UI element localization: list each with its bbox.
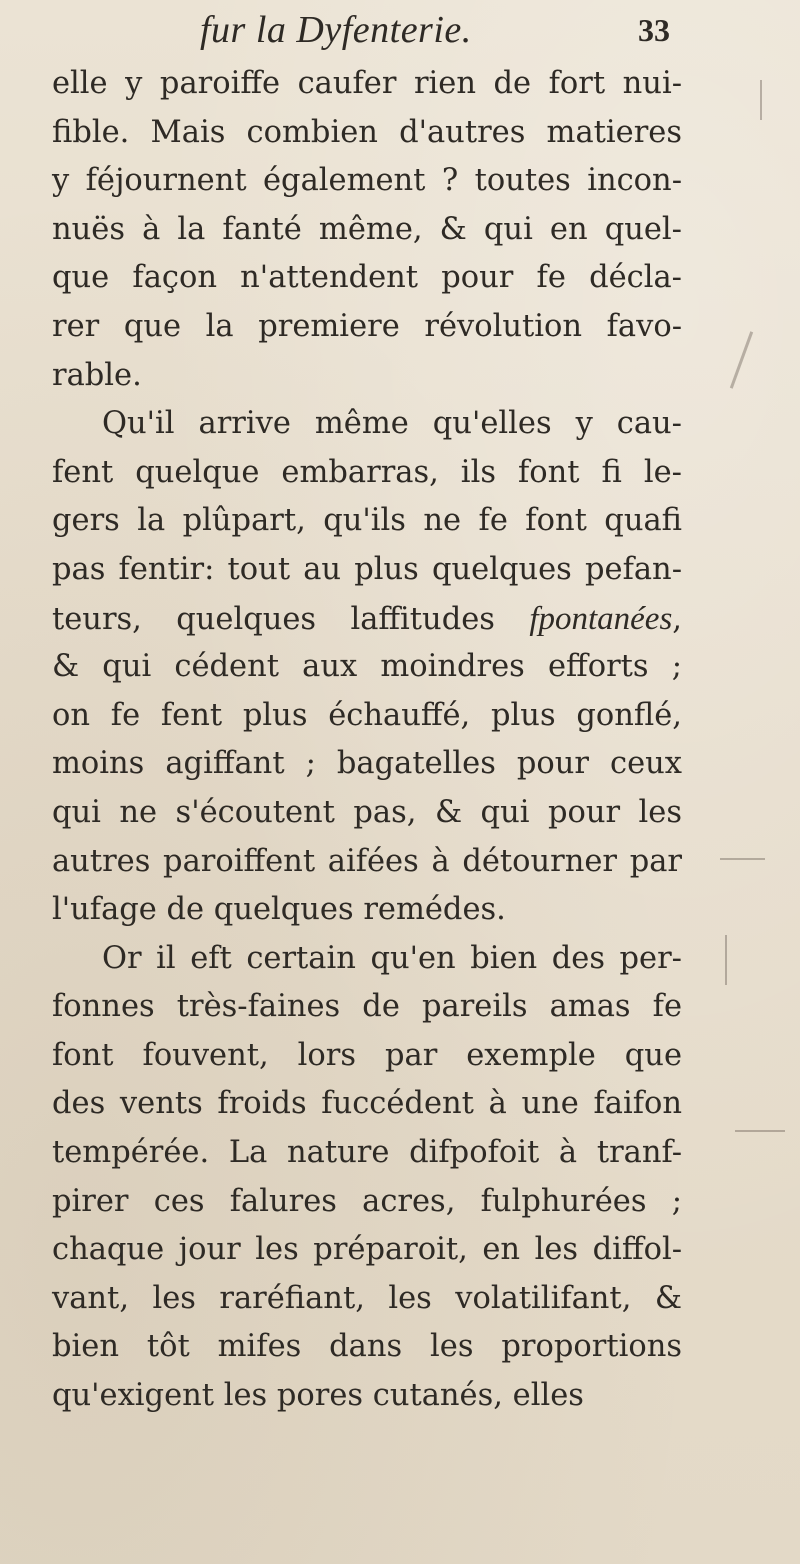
bleed-mark: [730, 331, 753, 388]
text-line: & qui cédent aux moindres efforts ;: [52, 649, 682, 685]
text-line: des vents froids fuccédent à une faifon: [52, 1086, 682, 1122]
text-line: chaque jour les préparoit, en les diffol-: [52, 1232, 682, 1268]
text-line: autres paroiffent aifées à détourner par: [52, 843, 682, 879]
text-line: gers la plûpart, qu'ils ne fe font quafi: [52, 503, 682, 539]
text-line: bien tôt mifes dans les proportions: [52, 1329, 682, 1365]
text-line: pirer ces falures acres, fulphurées ;: [52, 1183, 682, 1219]
text-line: vant, les raréfiant, les volatilifant, &: [52, 1280, 682, 1316]
text-line: rer que la premiere révolution favo-: [52, 308, 682, 344]
body-text: [52, 60, 682, 1421]
running-title: fur la Dyfenterie.: [200, 9, 472, 51]
bleed-mark: [760, 80, 762, 120]
text-line: fent quelque embarras, ils font fi le-: [52, 454, 682, 490]
text-line: fonnes très-faines de pareils amas fe: [52, 989, 682, 1025]
text-segment: ,: [672, 601, 682, 637]
text-line: qui ne s'écoutent pas, & qui pour les: [52, 794, 682, 830]
text-line: l'ufage de quelques remédes.: [52, 892, 506, 928]
bleed-mark: [720, 858, 765, 860]
text-segment: teurs, quelques laffitudes: [52, 601, 495, 637]
text-line: que façon n'attendent pour fe décla-: [52, 260, 682, 296]
text-line: qu'exigent les pores cutanés, elles: [52, 1378, 584, 1414]
text-line: nuës à la fanté même, & qui en quel-: [52, 211, 682, 247]
text-line: rable.: [52, 357, 142, 393]
text-line-mixed: [52, 595, 682, 644]
text-line: moins agiffant ; bagatelles pour ceux: [52, 746, 682, 782]
text-line: tempérée. La nature difpofoit à tranf-: [52, 1135, 682, 1171]
bleed-through-marks: [700, 0, 800, 1564]
text-line: Qu'il arrive même qu'elles y cau-: [102, 406, 682, 442]
text-line: pas fentir: tout au plus quelques pefan-: [52, 551, 682, 587]
text-line: elle y paroiffe caufer rien de fort nui-: [52, 66, 682, 101]
page-header: [200, 8, 670, 58]
bleed-mark: [735, 1130, 785, 1132]
italic-term: fpontanées: [529, 600, 673, 637]
text-line: on fe fent plus échauffé, plus gonflé,: [52, 697, 682, 733]
page-number: 33: [638, 12, 670, 48]
bleed-mark: [725, 935, 727, 985]
text-line: y féjournent également ? toutes incon-: [52, 163, 682, 199]
text-line: font fouvent, lors par exemple que: [52, 1037, 682, 1073]
text-line: Or il eft certain qu'en bien des per-: [102, 940, 682, 976]
text-line: fible. Mais combien d'autres matieres: [52, 114, 682, 150]
